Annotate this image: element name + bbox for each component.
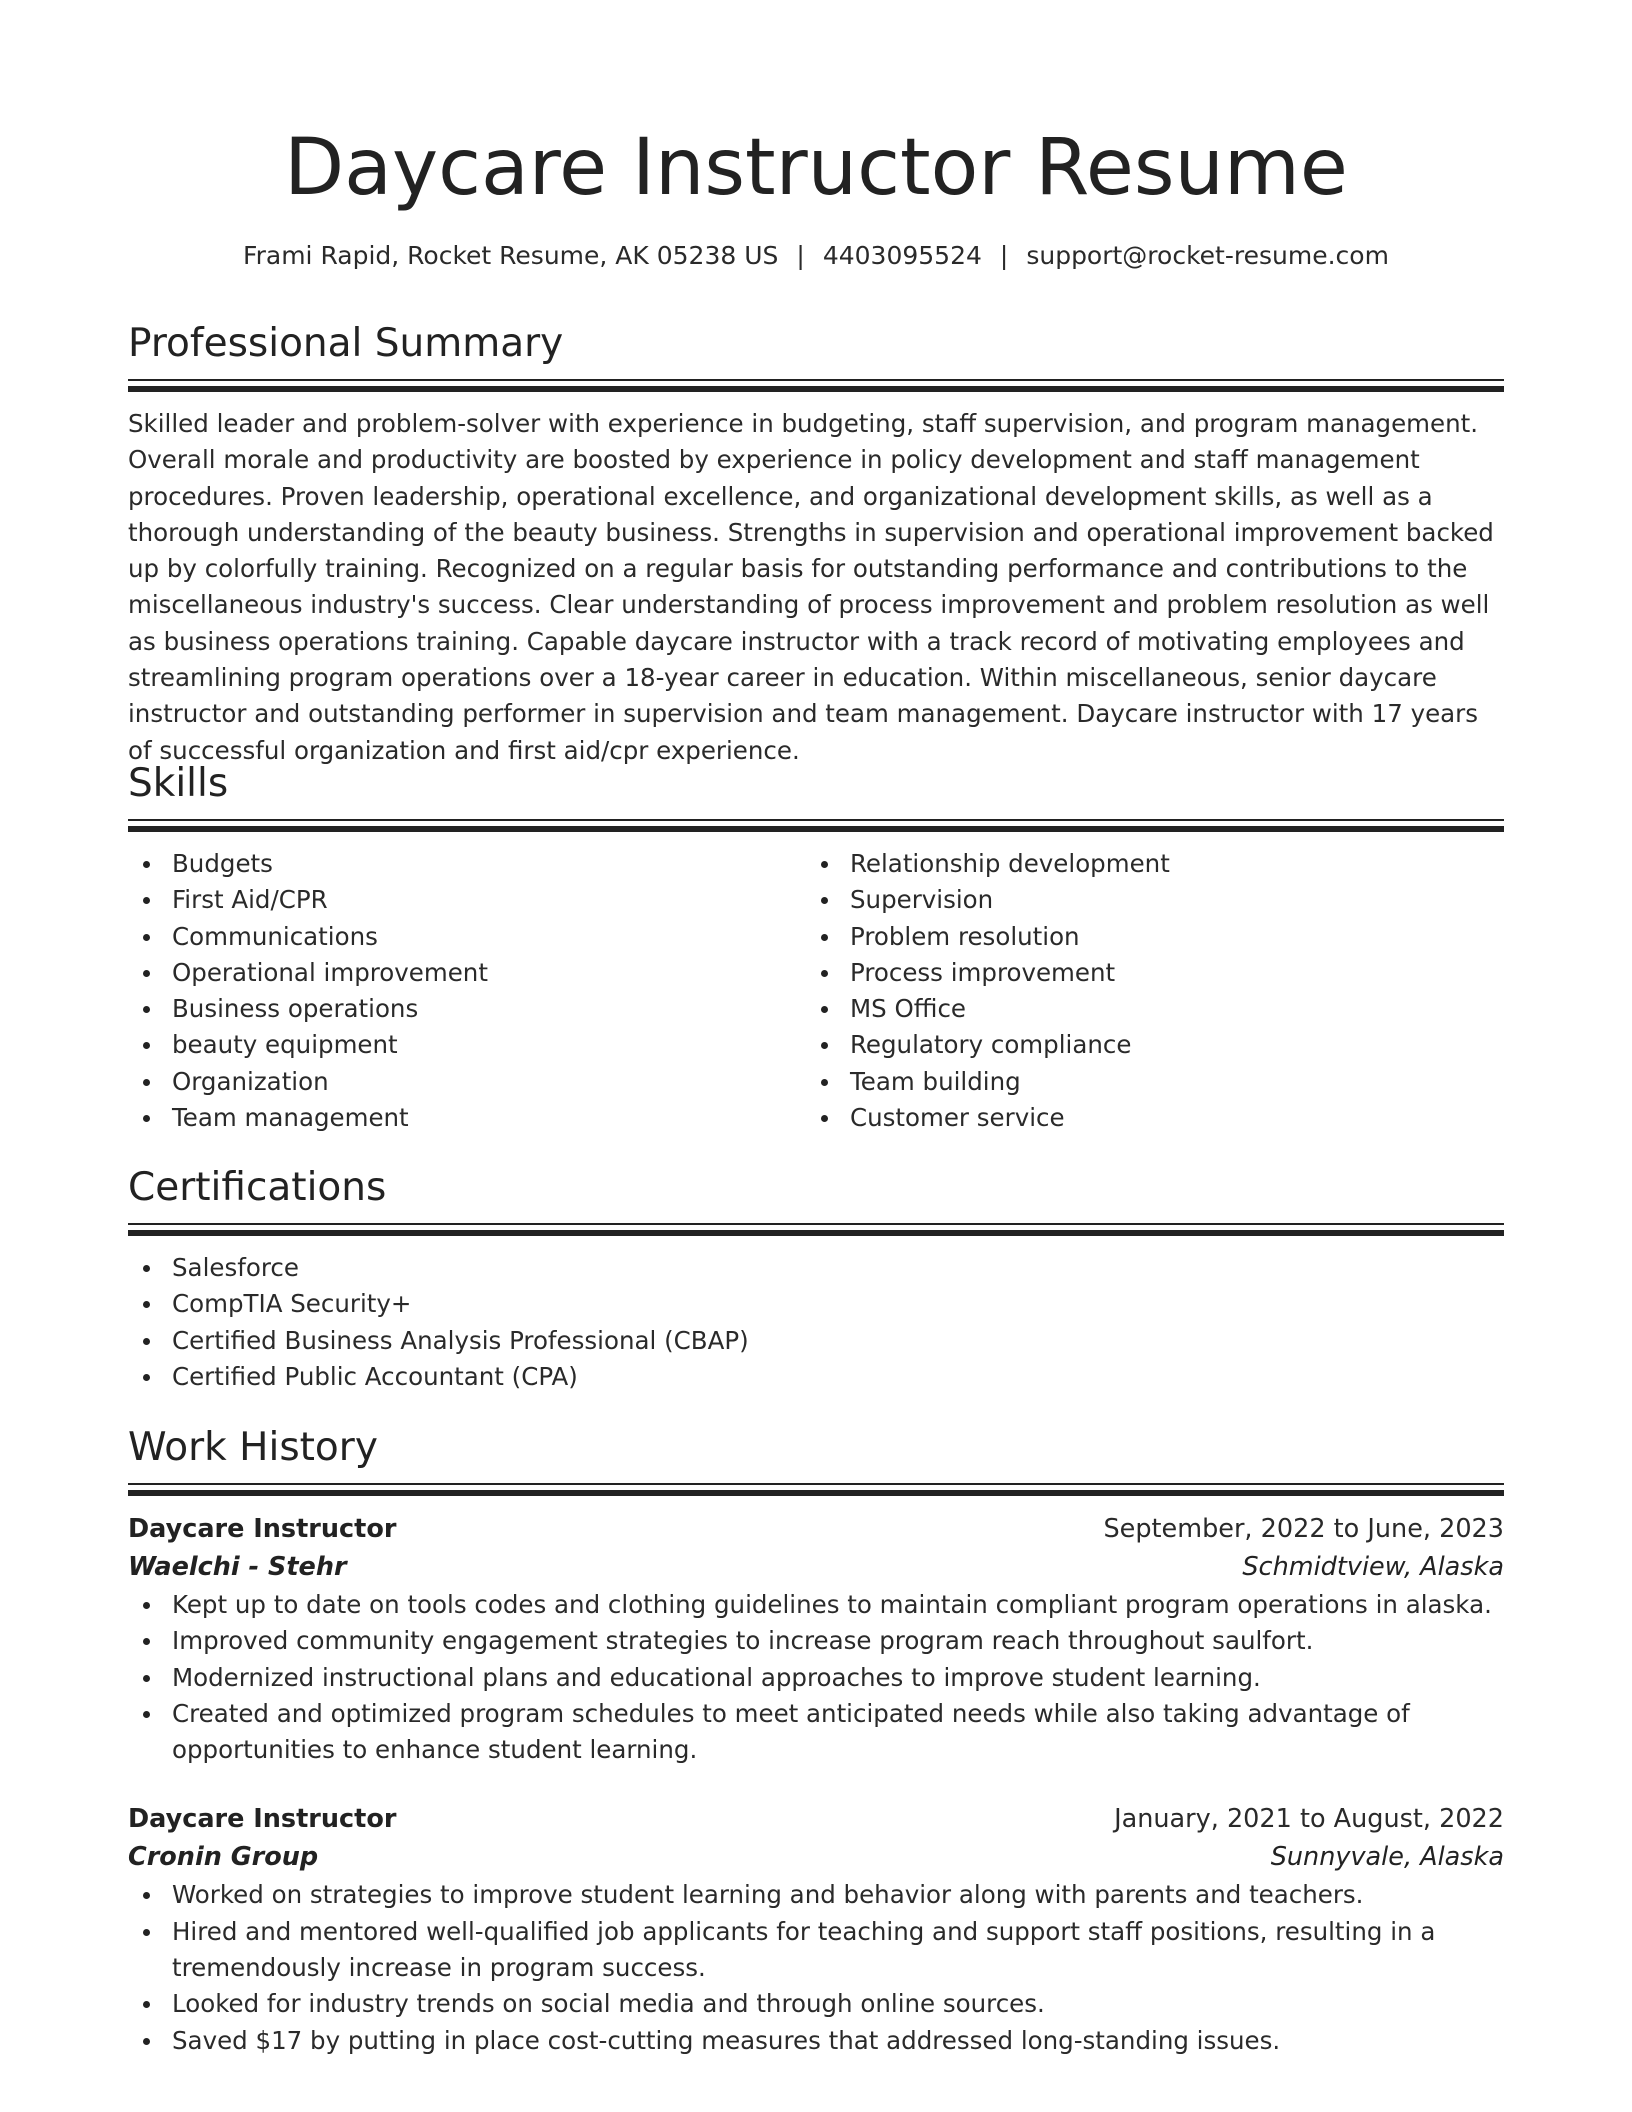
summary-heading: Professional Summary [128, 321, 564, 366]
skill-item: Communications [128, 919, 806, 955]
job-duty-item: Saved $17 by putting in place cost-cutting measures that addressed long-standing issues. [128, 2023, 1504, 2059]
section-divider [128, 379, 1504, 392]
certifications-list [128, 1250, 1504, 1395]
job-duties-list [128, 1587, 1504, 1768]
skills-list-left [128, 846, 806, 1136]
job-header [128, 1510, 1504, 1548]
contact-line [128, 238, 1504, 274]
skills-section [128, 758, 1504, 1136]
skill-item: Business operations [128, 991, 806, 1027]
skill-item: beauty equipment [128, 1027, 806, 1063]
skill-item: Relationship development [806, 846, 1484, 882]
job-location: Schmidtview, Alaska [1242, 1552, 1504, 1582]
skill-item: Customer service [806, 1100, 1484, 1136]
job-header [128, 1800, 1504, 1838]
job-dates: January, 2021 to August, 2022 [1114, 1804, 1504, 1835]
certification-item: Salesforce [128, 1250, 1504, 1286]
certification-item: Certified Business Analysis Professional (CBAP) [128, 1323, 1504, 1359]
job-duty-item: Kept up to date on tools codes and clothing guidelines to maintain compliant program operations in alaska. [128, 1587, 1504, 1623]
certification-item: Certified Public Accountant (CPA) [128, 1359, 1504, 1395]
skill-item: Process improvement [806, 955, 1484, 991]
job-subheader [128, 1838, 1504, 1877]
job-location: Sunnyvale, Alaska [1270, 1842, 1504, 1873]
job-title: Daycare Instructor [128, 1804, 397, 1835]
contact-phone: 4403095524 [822, 241, 982, 270]
skill-item: Operational improvement [128, 955, 806, 991]
job-company: Cronin Group [128, 1842, 319, 1873]
skill-item: MS Office [806, 991, 1484, 1027]
summary-section [128, 318, 1504, 769]
skill-item: First Aid/CPR [128, 882, 806, 918]
section-divider [128, 1223, 1504, 1236]
section-divider [128, 1483, 1504, 1496]
contact-email: support@rocket-resume.com [1026, 241, 1389, 270]
job-subheader [128, 1548, 1504, 1587]
skill-item: Team management [128, 1100, 806, 1136]
job-duty-item: Created and optimized program schedules to meet anticipated needs while also taking advantage of opportunities to enhance student learning. [128, 1696, 1504, 1769]
skills-heading: Skills [128, 761, 229, 806]
summary-text: Skilled leader and problem-solver with experience in budgeting, staff supervision, and program management. Overall morale and productivity are boosted by experience in policy development and staff management procedures. Proven leadership, operational excellence, and organizational development skills, as well as a thorough understanding of the beauty business. Strengths in supervision and operational improvement backed up by colorfully training. Recognized on a regular basis for outstanding performance and contributions to the miscellaneous industry's success. Clear understanding of process improvement and problem resolution as well as business operations training. Capable daycare instructor with a track record of motivating employees and streamlining program operations over a 18-year career in education. Within miscellaneous, senior daycare instructor and outstanding performer in supervision and team management. Daycare instructor with 17 years of successful organization and first aid/cpr experience. [128, 409, 1494, 765]
contact-separator: | [999, 241, 1009, 270]
skill-item: Problem resolution [806, 919, 1484, 955]
skill-item: Supervision [806, 882, 1484, 918]
job-duty-item: Modernized instructional plans and educational approaches to improve student learning. [128, 1660, 1504, 1696]
contact-separator: | [796, 241, 805, 270]
certification-item: CompTIA Security+ [128, 1286, 1504, 1322]
skill-item: Budgets [128, 846, 806, 882]
work-history-heading: Work History [128, 1425, 378, 1470]
section-divider [128, 819, 1504, 832]
skills-list-right [806, 846, 1484, 1136]
job-duty-item: Looked for industry trends on social media and through online sources. [128, 1986, 1504, 2022]
skills-columns [128, 846, 1504, 1136]
skill-item: Team building [806, 1064, 1484, 1100]
job-entry [128, 1800, 1504, 2058]
job-dates: September, 2022 to June, 2023 [1103, 1514, 1504, 1544]
job-duty-item: Hired and mentored well-qualified job applicants for teaching and support staff positions, resulting in a tremendously increase in program success. [128, 1914, 1504, 1987]
certifications-heading: Certifications [128, 1165, 387, 1210]
work-history-section [128, 1422, 1504, 2059]
skill-item: Organization [128, 1064, 806, 1100]
job-title: Daycare Instructor [128, 1514, 397, 1544]
job-duty-item: Improved community engagement strategies to increase program reach throughout saulfort. [128, 1623, 1504, 1659]
job-company: Waelchi - Stehr [128, 1552, 347, 1582]
resume-title: Daycare Instructor Resume [284, 123, 1348, 213]
skill-item: Regulatory compliance [806, 1027, 1484, 1063]
contact-address: Frami Rapid, Rocket Resume, AK 05238 US [243, 241, 779, 270]
job-duties-list [128, 1877, 1504, 2058]
job-duty-item: Worked on strategies to improve student learning and behavior along with parents and teachers. [128, 1877, 1504, 1913]
certifications-section [128, 1162, 1504, 1395]
job-entry [128, 1510, 1504, 1768]
